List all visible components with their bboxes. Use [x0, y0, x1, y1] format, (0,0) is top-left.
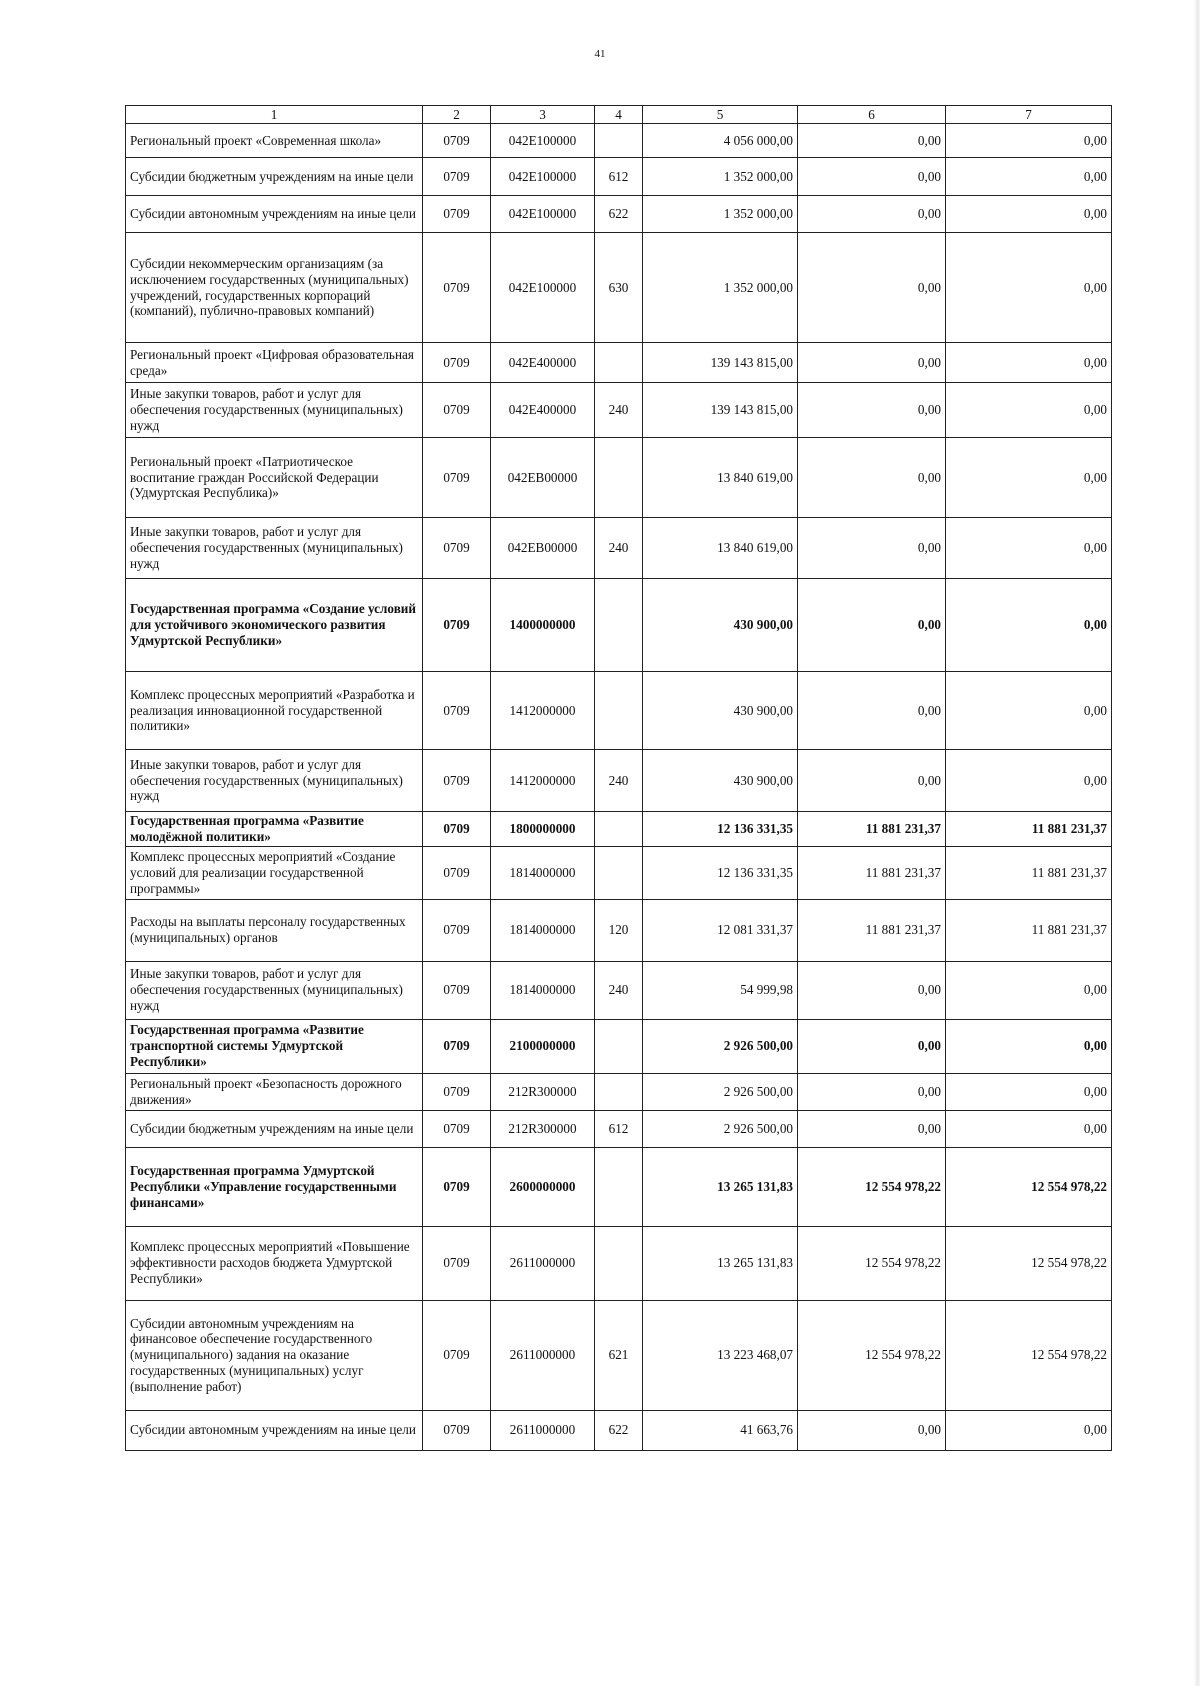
table-row — [126, 124, 1112, 158]
row-expense-type — [595, 124, 643, 158]
row-value-6: 0,00 — [798, 961, 946, 1019]
row-value-6: 0,00 — [798, 233, 946, 343]
row-section: 0709 — [423, 1300, 491, 1410]
table-row — [126, 961, 1112, 1019]
row-value-7: 0,00 — [946, 579, 1112, 672]
row-value-7: 0,00 — [946, 383, 1112, 438]
row-section: 0709 — [423, 196, 491, 233]
row-value-5: 2 926 500,00 — [643, 1073, 798, 1110]
row-value-6: 12 554 978,22 — [798, 1300, 946, 1410]
row-value-5: 2 926 500,00 — [643, 1110, 798, 1147]
header-col-6: 6 — [798, 106, 946, 124]
header-col-4: 4 — [595, 106, 643, 124]
row-value-5: 12 081 331,37 — [643, 899, 798, 961]
row-expense-type — [595, 1073, 643, 1110]
row-target: 042E400000 — [491, 383, 595, 438]
row-target: 042E100000 — [491, 196, 595, 233]
row-value-6: 0,00 — [798, 343, 946, 383]
row-name: Государственная программа Удмуртской Республики «Управление государственными финансами» — [126, 1147, 423, 1226]
row-value-7: 0,00 — [946, 750, 1112, 812]
row-name: Субсидии некоммерческим организациям (за исключением государственных (муниципальных) учреждений, государственных корпораций (компаний), публично-правовых компаний) — [126, 233, 423, 343]
table-row — [126, 1300, 1112, 1410]
row-value-5: 13 840 619,00 — [643, 438, 798, 518]
row-name: Региональный проект «Патриотическое воспитание граждан Российской Федерации (Удмуртская Республика)» — [126, 438, 423, 518]
row-expense-type — [595, 812, 643, 847]
row-name: Субсидии бюджетным учреждениям на иные цели — [126, 1110, 423, 1147]
row-section: 0709 — [423, 961, 491, 1019]
header-col-7: 7 — [946, 106, 1112, 124]
table-row — [126, 158, 1112, 196]
row-section: 0709 — [423, 672, 491, 750]
row-value-6: 12 554 978,22 — [798, 1147, 946, 1226]
row-expense-type — [595, 343, 643, 383]
row-section: 0709 — [423, 233, 491, 343]
row-value-7: 11 881 231,37 — [946, 846, 1112, 899]
row-target: 2611000000 — [491, 1226, 595, 1300]
row-value-5: 430 900,00 — [643, 750, 798, 812]
row-target: 042E100000 — [491, 233, 595, 343]
scan-edge — [1194, 0, 1200, 1686]
row-value-5: 430 900,00 — [643, 579, 798, 672]
row-value-7: 11 881 231,37 — [946, 899, 1112, 961]
table-row — [126, 1019, 1112, 1073]
row-target: 1814000000 — [491, 961, 595, 1019]
row-target: 1800000000 — [491, 812, 595, 847]
row-value-7: 0,00 — [946, 1410, 1112, 1450]
row-section: 0709 — [423, 383, 491, 438]
row-target: 042E400000 — [491, 343, 595, 383]
row-target: 2100000000 — [491, 1019, 595, 1073]
table-row — [126, 750, 1112, 812]
row-value-6: 0,00 — [798, 672, 946, 750]
row-value-6: 11 881 231,37 — [798, 812, 946, 847]
row-value-7: 0,00 — [946, 1073, 1112, 1110]
row-value-5: 1 352 000,00 — [643, 233, 798, 343]
row-value-6: 12 554 978,22 — [798, 1226, 946, 1300]
row-value-5: 139 143 815,00 — [643, 383, 798, 438]
row-expense-type — [595, 1147, 643, 1226]
row-value-7: 0,00 — [946, 343, 1112, 383]
row-value-6: 0,00 — [798, 196, 946, 233]
row-value-7: 0,00 — [946, 438, 1112, 518]
row-name: Государственная программа «Развитие молодёжной политики» — [126, 812, 423, 847]
table-row — [126, 438, 1112, 518]
row-value-5: 13 223 468,07 — [643, 1300, 798, 1410]
row-section: 0709 — [423, 846, 491, 899]
row-expense-type: 622 — [595, 196, 643, 233]
row-target: 1814000000 — [491, 846, 595, 899]
table-row — [126, 518, 1112, 579]
row-section: 0709 — [423, 1019, 491, 1073]
table-row — [126, 1226, 1112, 1300]
table-row — [126, 846, 1112, 899]
row-section: 0709 — [423, 579, 491, 672]
row-name: Иные закупки товаров, работ и услуг для обеспечения государственных (муниципальных) нужд — [126, 383, 423, 438]
row-value-7: 0,00 — [946, 672, 1112, 750]
row-value-5: 1 352 000,00 — [643, 196, 798, 233]
row-section: 0709 — [423, 1226, 491, 1300]
row-expense-type: 240 — [595, 383, 643, 438]
row-target: 042EB00000 — [491, 518, 595, 579]
row-target: 212R300000 — [491, 1110, 595, 1147]
row-value-7: 0,00 — [946, 518, 1112, 579]
row-name: Комплекс процессных мероприятий «Разработка и реализация инновационной государственной политики» — [126, 672, 423, 750]
row-section: 0709 — [423, 1147, 491, 1226]
row-section: 0709 — [423, 343, 491, 383]
row-target: 2600000000 — [491, 1147, 595, 1226]
row-target: 042EB00000 — [491, 438, 595, 518]
row-target: 1400000000 — [491, 579, 595, 672]
row-value-6: 0,00 — [798, 518, 946, 579]
row-name: Региональный проект «Цифровая образовательная среда» — [126, 343, 423, 383]
row-expense-type: 612 — [595, 158, 643, 196]
row-expense-type: 612 — [595, 1110, 643, 1147]
header-col-5: 5 — [643, 106, 798, 124]
row-value-7: 0,00 — [946, 158, 1112, 196]
row-value-6: 0,00 — [798, 1410, 946, 1450]
row-section: 0709 — [423, 1073, 491, 1110]
row-section: 0709 — [423, 438, 491, 518]
row-name: Комплекс процессных мероприятий «Создание условий для реализации государственной программы» — [126, 846, 423, 899]
row-value-5: 139 143 815,00 — [643, 343, 798, 383]
row-value-7: 12 554 978,22 — [946, 1147, 1112, 1226]
row-target: 2611000000 — [491, 1410, 595, 1450]
row-expense-type — [595, 579, 643, 672]
row-value-7: 0,00 — [946, 1019, 1112, 1073]
row-expense-type: 630 — [595, 233, 643, 343]
row-expense-type: 240 — [595, 961, 643, 1019]
row-name: Субсидии бюджетным учреждениям на иные цели — [126, 158, 423, 196]
row-target: 042E100000 — [491, 124, 595, 158]
row-section: 0709 — [423, 518, 491, 579]
row-value-6: 0,00 — [798, 124, 946, 158]
row-expense-type — [595, 1019, 643, 1073]
row-name: Расходы на выплаты персоналу государственных (муниципальных) органов — [126, 899, 423, 961]
row-name: Государственная программа «Развитие транспортной системы Удмуртской Республики» — [126, 1019, 423, 1073]
row-expense-type: 240 — [595, 518, 643, 579]
row-value-5: 1 352 000,00 — [643, 158, 798, 196]
row-value-6: 0,00 — [798, 1019, 946, 1073]
row-target: 1412000000 — [491, 750, 595, 812]
page-number: 41 — [594, 48, 606, 60]
row-section: 0709 — [423, 124, 491, 158]
row-expense-type: 120 — [595, 899, 643, 961]
table-row — [126, 672, 1112, 750]
row-value-6: 11 881 231,37 — [798, 846, 946, 899]
header-row — [126, 106, 1112, 124]
row-expense-type — [595, 438, 643, 518]
row-value-7: 0,00 — [946, 233, 1112, 343]
row-value-5: 2 926 500,00 — [643, 1019, 798, 1073]
row-name: Региональный проект «Современная школа» — [126, 124, 423, 158]
row-value-7: 0,00 — [946, 1110, 1112, 1147]
header-col-1: 1 — [126, 106, 423, 124]
row-value-6: 0,00 — [798, 750, 946, 812]
row-name: Субсидии автономным учреждениям на финансовое обеспечение государственного (муниципального) задания на оказание государственных (муниципальных) услуг (выполнение работ) — [126, 1300, 423, 1410]
row-section: 0709 — [423, 812, 491, 847]
row-value-5: 12 136 331,35 — [643, 846, 798, 899]
table-row — [126, 1073, 1112, 1110]
row-expense-type — [595, 846, 643, 899]
row-name: Региональный проект «Безопасность дорожного движения» — [126, 1073, 423, 1110]
table-row — [126, 1110, 1112, 1147]
row-value-5: 54 999,98 — [643, 961, 798, 1019]
row-expense-type: 240 — [595, 750, 643, 812]
row-value-7: 11 881 231,37 — [946, 812, 1112, 847]
row-value-6: 11 881 231,37 — [798, 899, 946, 961]
row-target: 212R300000 — [491, 1073, 595, 1110]
row-expense-type — [595, 672, 643, 750]
table-row — [126, 899, 1112, 961]
row-value-6: 0,00 — [798, 1110, 946, 1147]
row-value-6: 0,00 — [798, 1073, 946, 1110]
row-value-5: 430 900,00 — [643, 672, 798, 750]
row-value-7: 0,00 — [946, 961, 1112, 1019]
row-target: 1412000000 — [491, 672, 595, 750]
row-name: Субсидии автономным учреждениям на иные цели — [126, 1410, 423, 1450]
row-name: Комплекс процессных мероприятий «Повышение эффективности расходов бюджета Удмуртской Республики» — [126, 1226, 423, 1300]
table-row — [126, 1147, 1112, 1226]
row-value-6: 0,00 — [798, 438, 946, 518]
table-row — [126, 383, 1112, 438]
table-row — [126, 233, 1112, 343]
row-value-5: 4 056 000,00 — [643, 124, 798, 158]
row-section: 0709 — [423, 1110, 491, 1147]
row-value-5: 13 265 131,83 — [643, 1226, 798, 1300]
row-expense-type: 621 — [595, 1300, 643, 1410]
table-row — [126, 1410, 1112, 1450]
table-row — [126, 343, 1112, 383]
row-value-5: 12 136 331,35 — [643, 812, 798, 847]
table-row — [126, 579, 1112, 672]
row-name: Государственная программа «Создание условий для устойчивого экономического развития Удмуртской Республики» — [126, 579, 423, 672]
row-section: 0709 — [423, 750, 491, 812]
row-value-6: 0,00 — [798, 383, 946, 438]
table-row — [126, 196, 1112, 233]
header-col-3: 3 — [491, 106, 595, 124]
row-target: 042E100000 — [491, 158, 595, 196]
row-section: 0709 — [423, 1410, 491, 1450]
row-value-7: 12 554 978,22 — [946, 1226, 1112, 1300]
row-name: Иные закупки товаров, работ и услуг для обеспечения государственных (муниципальных) нужд — [126, 518, 423, 579]
row-target: 1814000000 — [491, 899, 595, 961]
row-value-6: 0,00 — [798, 579, 946, 672]
row-expense-type — [595, 1226, 643, 1300]
row-name: Иные закупки товаров, работ и услуг для обеспечения государственных (муниципальных) нужд — [126, 961, 423, 1019]
row-expense-type: 622 — [595, 1410, 643, 1450]
table-row — [126, 812, 1112, 847]
row-value-7: 12 554 978,22 — [946, 1300, 1112, 1410]
row-section: 0709 — [423, 899, 491, 961]
row-section: 0709 — [423, 158, 491, 196]
row-value-6: 0,00 — [798, 158, 946, 196]
row-value-7: 0,00 — [946, 196, 1112, 233]
row-value-5: 41 663,76 — [643, 1410, 798, 1450]
header-col-2: 2 — [423, 106, 491, 124]
row-value-5: 13 840 619,00 — [643, 518, 798, 579]
row-value-5: 13 265 131,83 — [643, 1147, 798, 1226]
row-value-7: 0,00 — [946, 124, 1112, 158]
row-target: 2611000000 — [491, 1300, 595, 1410]
row-name: Иные закупки товаров, работ и услуг для обеспечения государственных (муниципальных) нужд — [126, 750, 423, 812]
row-name: Субсидии автономным учреждениям на иные цели — [126, 196, 423, 233]
budget-table — [125, 105, 1112, 1451]
